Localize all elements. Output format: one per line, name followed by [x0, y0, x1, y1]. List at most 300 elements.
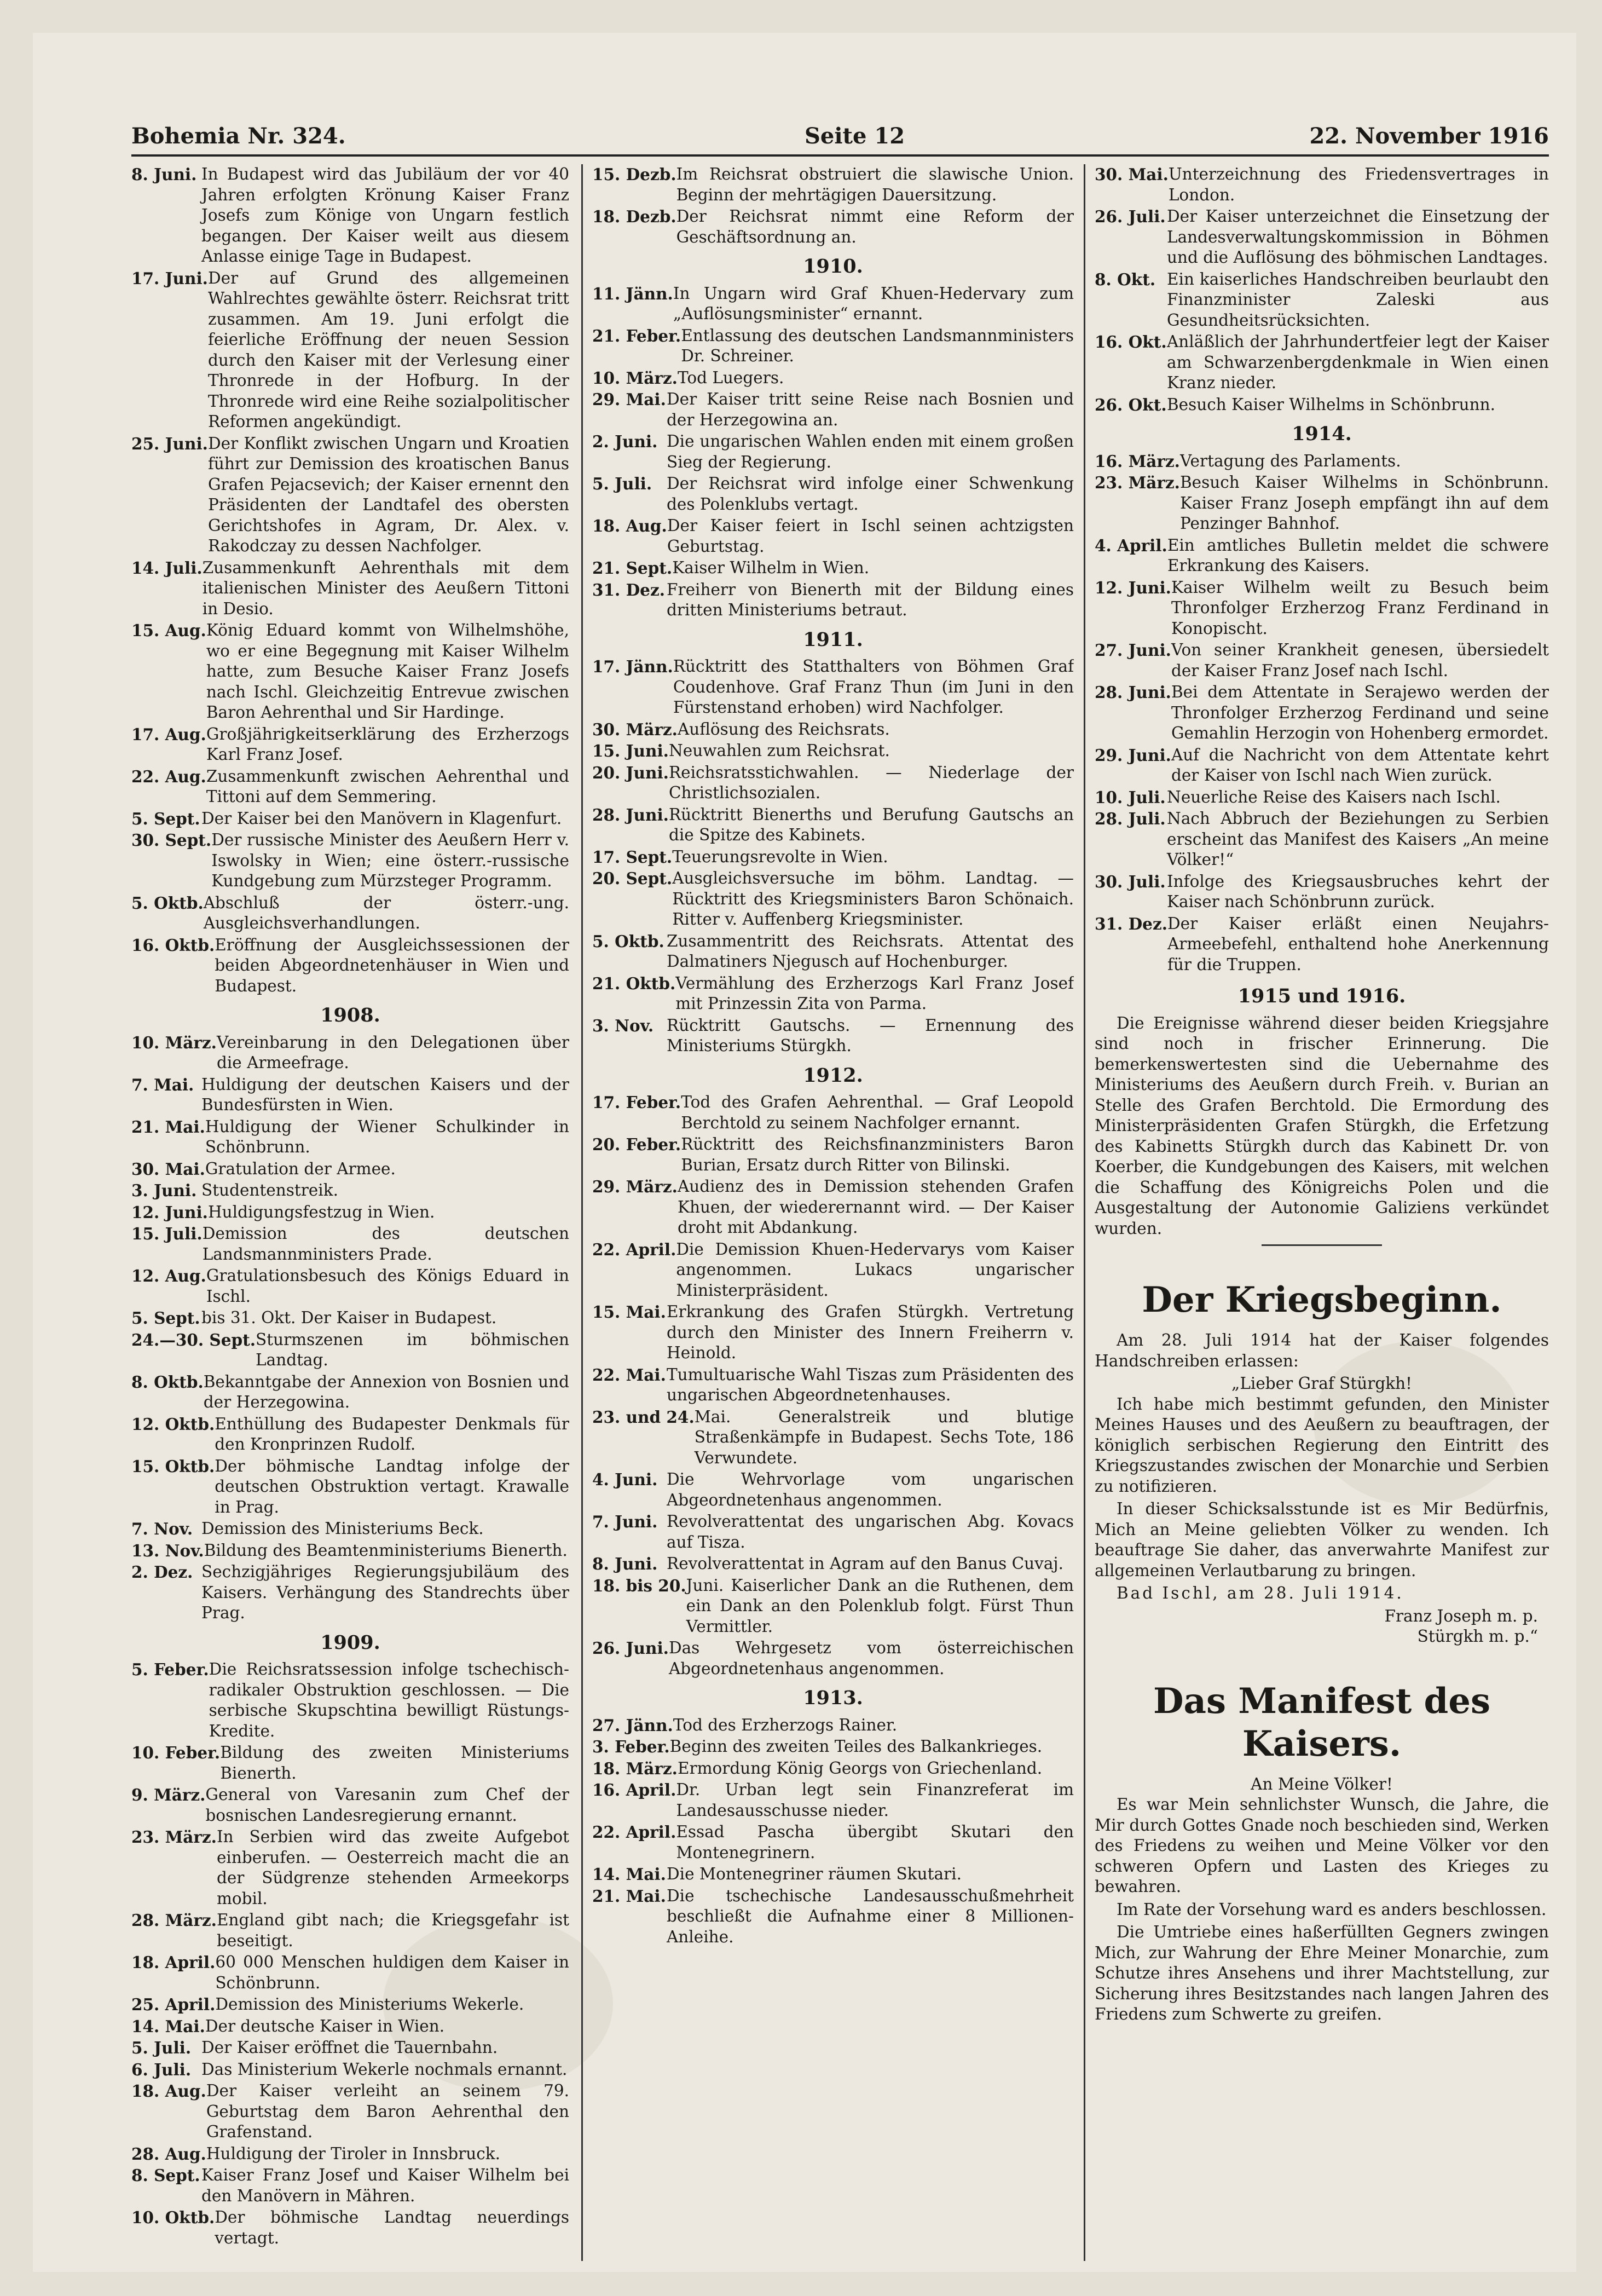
- chronicle-entry: [1095, 682, 1549, 744]
- entry-date: 30. März.: [592, 719, 678, 739]
- entry-date: 25. Juni.: [131, 434, 208, 453]
- chronicle-entry: [592, 763, 1074, 804]
- manifest-paragraph: Im Rate der Vorsehung ward es anders beschlossen.: [1117, 1900, 1547, 1919]
- entry-date: 15. Juli.: [131, 1224, 203, 1243]
- entry-text: Tod des Grafen Aehrenthal. — Graf Leopold Berchtold zu seinem Nachfolger ernannt.: [681, 1093, 1074, 1132]
- entry-date: 10. Juli.: [1095, 787, 1166, 807]
- entry-text: In Serbien wird das zweite Aufgebot einberufen. — Oesterreich macht die an der Südgrenze stehenden Armeekorps mobil.: [216, 1827, 569, 1908]
- entry-text: Tumultuarische Wahl Tiszas zum Präsidenten des ungarischen Abgeordnetenhauses.: [667, 1365, 1074, 1404]
- entry-text: Gratulation der Armee.: [205, 1159, 396, 1178]
- chronicle-entry: [592, 558, 1074, 579]
- entry-date: 25. April.: [131, 1995, 216, 2014]
- entry-text: Huldigung der Wiener Schulkinder in Schönbrunn.: [205, 1117, 569, 1156]
- entry-text: Die tschechische Landesausschußmehrheit beschließt die Aufnahme einer 8 Millionen-Anleihe.: [667, 1886, 1074, 1946]
- entry-date: 3. Feber.: [592, 1737, 670, 1756]
- chronicle-entry: [131, 2081, 569, 2143]
- chronicle-entry: [1095, 332, 1549, 394]
- entry-date: 29. Mai.: [592, 390, 666, 409]
- column-divider: [581, 164, 583, 2261]
- signature: Stürgkh m. p.“: [1417, 1627, 1538, 1646]
- chronicle-entry: [131, 2038, 569, 2058]
- entry-date: 14. Juli.: [131, 558, 203, 578]
- entry-text: Audienz des in Demission stehenden Grafen Khuen, der wiederernannt wird. — Der Kaiser droht mit Abdankung.: [677, 1177, 1074, 1237]
- chronicle-entry: [1095, 269, 1549, 331]
- entry-date: 13. Nov.: [131, 1541, 204, 1560]
- chronicle-entry: [131, 1372, 569, 1413]
- entry-date: 29. März.: [592, 1177, 678, 1196]
- entry-date: 26. Juni.: [592, 1639, 669, 1658]
- entry-text: Vermählung des Erzherzogs Karl Franz Josef mit Prinzessin Zita von Parma.: [675, 973, 1074, 1013]
- entry-text: Erkrankung des Grafen Stürgkh. Vertretung durch den Minister des Innern Freiherrn v. Heinold.: [667, 1302, 1074, 1362]
- chronicle-list: [1095, 451, 1549, 976]
- section-title: Der Kriegsbeginn.: [1142, 1279, 1502, 1320]
- chronicle-entry: [592, 1554, 1074, 1574]
- entry-date: 15. Dezb.: [592, 165, 676, 184]
- year-heading: 1909.: [320, 1631, 380, 1654]
- year-heading: 1915 und 1916.: [1237, 985, 1406, 1007]
- chronicle-entry: [1095, 535, 1549, 576]
- entry-text: Auflösung des Reichsrats.: [677, 719, 890, 739]
- chronicle-list: [592, 164, 1074, 247]
- intro-text: Am 28. Juli 1914 hat der Kaiser folgendes Handschreiben erlassen:: [1095, 1331, 1549, 1370]
- chronicle-entry: [131, 434, 569, 557]
- entry-date: 18. Aug.: [131, 2081, 206, 2101]
- entry-text: Nach Abbruch der Beziehungen zu Serbien erscheint das Manifest des Kaisers „An meine Völker!“: [1167, 809, 1549, 869]
- chronicle-list: [131, 1032, 569, 1624]
- entry-date: 21. Mai.: [131, 1117, 205, 1137]
- chronicle-entry: [592, 931, 1074, 972]
- entry-text: Der Reichsrat wird infolge einer Schwenkung des Polenklubs vertagt.: [667, 474, 1074, 514]
- chronicle-list: [131, 164, 569, 996]
- chronicle-entry: [592, 1176, 1074, 1238]
- chronicle-entry: [592, 389, 1074, 430]
- entry-date: 5. Juli.: [131, 2038, 192, 2057]
- entry-date: 2. Juni.: [592, 432, 658, 451]
- chronicle-entry: [131, 1827, 569, 1909]
- chronicle-entry: [592, 741, 1074, 762]
- chronicle-entry: [592, 368, 1074, 389]
- entry-text: Neuwahlen zum Reichsrat.: [668, 741, 890, 760]
- signature: Franz Joseph m. p.: [1384, 1606, 1538, 1625]
- chronicle-entry: [592, 1512, 1074, 1553]
- entry-text: Bekanntgabe der Annexion von Bosnien und der Herzegowina.: [203, 1372, 569, 1411]
- entry-text: 60 000 Menschen huldigen dem Kaiser in Schönbrunn.: [215, 1953, 569, 1992]
- chronicle-entry: [592, 1134, 1074, 1175]
- year-heading: 1908.: [320, 1004, 380, 1026]
- manifest-paragraph: Die Umtriebe eines haßerfüllten Gegners zwingen Mich, zur Wahrung der Ehre Meiner Monarchie, zum Schutze ihres Ansehens und ihrer Machtstellung, zur Sicherung ihres Besitzstandes nach langen Jahren des Friedens zum Schwerte zu greifen.: [1095, 1923, 1549, 2023]
- entry-text: Unterzeichnung des Friedensvertrages in London.: [1168, 165, 1549, 204]
- chronicle-entry: [592, 1638, 1074, 1679]
- entry-date: 17. Sept.: [592, 847, 673, 867]
- chronicle-entry: [592, 431, 1074, 472]
- entry-date: 22. Mai.: [592, 1365, 666, 1384]
- chronicle-entry: [131, 1180, 569, 1201]
- manifest-address: An Meine Völker!: [1251, 1774, 1393, 1793]
- entry-text: Der böhmische Landtag neuerdings vertagt.: [215, 2208, 569, 2247]
- entry-date: 12. Aug.: [131, 1266, 206, 1285]
- chronicle-entry: [131, 830, 569, 892]
- chronicle-entry: [131, 1910, 569, 1951]
- letter-place-date: Bad Ischl, am 28. Juli 1914.: [1117, 1584, 1404, 1602]
- chronicle-entry: [131, 164, 569, 267]
- chronicle-entry: [131, 1519, 569, 1539]
- entry-text: Der Reichsrat nimmt eine Reform der Geschäftsordnung an.: [676, 207, 1074, 246]
- entry-date: 5. Oktb.: [131, 893, 204, 913]
- chronicle-entry: [131, 1456, 569, 1518]
- entry-text: Juni. Kaiserlicher Dank an die Ruthenen, dem ein Dank an den Polenklub folgt. Fürst Thun Vermittler.: [686, 1576, 1074, 1636]
- entry-date: 30. Juli.: [1095, 872, 1166, 891]
- entry-date: 23. März.: [131, 1827, 217, 1847]
- entry-text: Kaiser Wilhelm in Wien.: [672, 558, 870, 577]
- entry-text: Anläßlich der Jahrhundertfeier legt der Kaiser am Schwarzenbergdenkmale in Wien einen Kranz nieder.: [1167, 332, 1549, 392]
- entry-date: 18. Dezb.: [592, 207, 676, 226]
- section-title: Das Manifest des Kaisers.: [1153, 1680, 1491, 1764]
- entry-text: Zusammenkunft Aehrenthals mit dem italienischen Minister des Aeußern Tittoni in Desio.: [202, 558, 569, 618]
- entry-text: Die Wehrvorlage vom ungarischen Abgeordnetenhaus angenommen.: [667, 1470, 1074, 1509]
- chronicle-entry: [1095, 451, 1549, 472]
- entry-text: Ein kaiserliches Handschreiben beurlaubt den Finanzminister Zaleski aus Gesundheitsrücksichten.: [1167, 269, 1549, 330]
- entry-text: Von seiner Krankheit genesen, übersiedelt der Kaiser Franz Josef nach Ischl.: [1171, 641, 1549, 680]
- entry-date: 21. Feber.: [592, 326, 681, 345]
- letter-salutation: „Lieber Graf Stürgkh!: [1231, 1374, 1412, 1393]
- chronicle-entry: [592, 1737, 1074, 1757]
- entry-text: Dr. Urban legt sein Finanzreferat im Landesausschusse nieder.: [676, 1780, 1074, 1820]
- chronicle-entry: [131, 1994, 569, 2015]
- chronicle-list: [592, 1715, 1074, 1948]
- entry-date: 23. und 24.: [592, 1407, 695, 1427]
- entry-text: Bildung des zweiten Ministeriums Bienerth.: [220, 1743, 569, 1782]
- entry-text: Das Wehrgesetz vom österreichischen Abgeordnetenhaus angenommen.: [668, 1639, 1074, 1678]
- chronicle-entry: [592, 1715, 1074, 1736]
- entry-text: Kaiser Franz Josef und Kaiser Wilhelm bei den Manövern in Mähren.: [201, 2166, 569, 2205]
- chronicle-entry: [131, 1330, 569, 1371]
- entry-date: 4. April.: [1095, 535, 1167, 555]
- column-2: [592, 164, 1074, 2261]
- entry-text: Der Kaiser bei den Manövern in Klagenfurt.: [201, 809, 562, 828]
- entry-date: 28. Aug.: [131, 2144, 206, 2164]
- chronicle-entry: [592, 1780, 1074, 1821]
- entry-date: 8. Oktb.: [131, 1372, 204, 1392]
- entry-text: Die ungarischen Wahlen enden mit einem großen Sieg der Regierung.: [667, 432, 1074, 471]
- entry-date: 10. Oktb.: [131, 2208, 215, 2227]
- entry-date: 27. Juni.: [1095, 641, 1171, 660]
- chronicle-list: [131, 1659, 569, 2248]
- chronicle-entry: [131, 1032, 569, 1074]
- entry-text: Zusammentritt des Reichsrats. Attentat des Dalmatiners Njegusch auf Hochenburger.: [667, 931, 1074, 971]
- entry-date: 7. Juni.: [592, 1512, 658, 1531]
- entry-date: 17. Juni.: [131, 268, 208, 288]
- chronicle-entry: [1095, 206, 1549, 268]
- column-3: [1095, 164, 1549, 2261]
- entry-date: 16. Okt.: [1095, 332, 1167, 351]
- entry-text: Ein amtliches Bulletin meldet die schwere Erkrankung des Kaisers.: [1167, 535, 1549, 575]
- entry-text: Das Ministerium Wekerle nochmals ernannt.: [201, 2060, 568, 2079]
- entry-date: 15. Aug.: [131, 621, 206, 640]
- entry-date: 20. Sept.: [592, 869, 673, 888]
- entry-text: Demission des Ministeriums Wekerle.: [215, 1995, 524, 2014]
- chronicle-entry: [131, 809, 569, 829]
- entry-text: Vertagung des Parlaments.: [1179, 451, 1401, 470]
- chronicle-entry: [131, 1743, 569, 1784]
- column-1: [131, 164, 569, 2261]
- entry-date: 5. Oktb.: [592, 931, 664, 951]
- entry-text: Der Kaiser feiert in Ischl seinen achtzigsten Geburtstag.: [667, 516, 1074, 556]
- entry-text: Eröffnung der Ausgleichssessionen der beiden Abgeordnetenhäuser in Wien und Budapest.: [215, 935, 569, 995]
- entry-date: 2. Dez.: [131, 1562, 193, 1582]
- entry-date: 29. Juni.: [1095, 745, 1171, 765]
- entry-text: Rücktritt des Statthalters von Böhmen Graf Coudenhove. Graf Franz Thun (im Juni in den Fürstenstand erhoben) wird Nachfolger.: [673, 657, 1074, 717]
- entry-date: 8. Juni.: [592, 1554, 658, 1573]
- entry-text: General von Varesanin zum Chef der bosnischen Landesregierung ernannt.: [205, 1785, 569, 1825]
- chronicle-entry: [592, 326, 1074, 367]
- entry-text: Essad Pascha übergibt Skutari den Montenegrinern.: [676, 1822, 1074, 1862]
- entry-date: 5. Juli.: [592, 474, 652, 493]
- entry-text: Huldigungsfestzug in Wien.: [207, 1202, 435, 1221]
- entry-text: Ermordung König Georgs von Griechenland.: [677, 1758, 1043, 1778]
- chronicle-entry: [131, 893, 569, 934]
- column-divider: [1084, 164, 1085, 2261]
- entry-date: 5. Sept.: [131, 809, 200, 828]
- chronicle-entry: [131, 2207, 569, 2248]
- year-heading: 1913.: [803, 1687, 863, 1709]
- chronicle-entry: [592, 1239, 1074, 1301]
- entry-text: Studentenstreik.: [201, 1181, 338, 1199]
- entry-date: 30. Sept.: [131, 830, 212, 850]
- entry-date: 14. Mai.: [592, 1865, 666, 1884]
- entry-text: Mai. Generalstreik und blutige Straßenkämpfe in Budapest. Sechs Tote, 186 Verwundete.: [694, 1407, 1074, 1467]
- entry-date: 21. Mai.: [592, 1886, 666, 1906]
- entry-text: Die Montenegriner räumen Skutari.: [667, 1865, 962, 1883]
- chronicle-entry: [1095, 809, 1549, 870]
- newspaper-issue: Bohemia Nr. 324.: [131, 123, 346, 149]
- entry-text: Sechzigjähriges Regierungsjubiläum des Kaisers. Verhängung des Standrechts über Prag.: [201, 1562, 569, 1622]
- chronicle-list: [1095, 164, 1549, 415]
- chronicle-entry: [131, 1659, 569, 1741]
- chronicle-entry: [592, 1016, 1074, 1057]
- entry-text: England gibt nach; die Kriegsgefahr ist beseitigt.: [216, 1911, 569, 1950]
- year-heading: 1912.: [803, 1064, 863, 1087]
- entry-date: 12. Juni.: [1095, 578, 1171, 597]
- entry-date: 16. April.: [592, 1780, 676, 1799]
- entry-text: Besuch Kaiser Wilhelms in Schönbrunn.: [1167, 395, 1496, 414]
- chronicle-list: [592, 284, 1074, 621]
- chronicle-entry: [592, 1758, 1074, 1779]
- entry-date: 8. Sept.: [131, 2166, 200, 2185]
- entry-text: Im Reichsrat obstruiert die slawische Union. Beginn der mehrtägigen Dauersitzung.: [676, 165, 1074, 204]
- entry-date: 11. Jänn.: [592, 284, 673, 303]
- entry-date: 21. Sept.: [592, 558, 673, 578]
- entry-date: 31. Dez.: [592, 580, 665, 599]
- chronicle-entry: [592, 474, 1074, 515]
- chronicle-entry: [131, 2165, 569, 2206]
- chronicle-entry: [592, 868, 1074, 930]
- chronicle-entry: [592, 1864, 1074, 1885]
- entry-text: Beginn des zweiten Teiles des Balkankrieges.: [669, 1737, 1043, 1756]
- entry-date: 17. Aug.: [131, 724, 206, 744]
- entry-text: Der Kaiser tritt seine Reise nach Bosnien und der Herzegowina an.: [667, 390, 1074, 429]
- chronicle-entry: [131, 1952, 569, 1993]
- entry-date: 16. März.: [1095, 451, 1180, 471]
- entry-date: 14. Mai.: [131, 2016, 205, 2036]
- entry-date: 20. Juni.: [592, 763, 669, 782]
- entry-text: Der Kaiser eröffnet die Tauernbahn.: [201, 2038, 498, 2057]
- entry-text: Der Kaiser verleiht an seinem 79. Geburtstag dem Baron Aehrenthal den Grafenstand.: [206, 2081, 569, 2141]
- entry-text: bis 31. Okt. Der Kaiser in Budapest.: [201, 1308, 497, 1327]
- entry-text: Der russische Minister des Aeußern Herr v. Iswolsky in Wien; eine österr.-russische Kundgebung zum Mürzsteger Programm.: [211, 830, 569, 890]
- entry-text: Die Demission Khuen-Hedervarys vom Kaiser angenommen. Lukacs ungarischer Ministerpräsident.: [676, 1239, 1074, 1300]
- issue-date: 22. November 1916: [1309, 123, 1549, 149]
- chronicle-entry: [131, 1541, 569, 1561]
- chronicle-entry: [592, 206, 1074, 247]
- chronicle-entry: [592, 656, 1074, 718]
- entry-date: 12. Juni.: [131, 1202, 208, 1222]
- chronicle-entry: [131, 935, 569, 997]
- chronicle-entry: [131, 1266, 569, 1307]
- entry-date: 30. Mai.: [1095, 165, 1169, 184]
- entry-text: Kaiser Wilhelm weilt zu Besuch beim Thronfolger Erzherzog Franz Ferdinand in Konopischt.: [1171, 578, 1549, 638]
- entry-date: 22. April.: [592, 1822, 676, 1842]
- entry-date: 3. Nov.: [592, 1016, 654, 1035]
- chronicle-entry: [131, 1075, 569, 1116]
- entry-date: 26. Juli.: [1095, 207, 1166, 226]
- chronicle-entry: [131, 2144, 569, 2165]
- entry-date: 7. Mai.: [131, 1075, 194, 1094]
- entry-text: Bei dem Attentate in Serajewo werden der Thronfolger Erzherzog Ferdinand und seine Gemahlin Herzogin von Hohenberg ermordet.: [1171, 683, 1549, 742]
- entry-text: König Eduard kommt von Wilhelmshöhe, wo er eine Begegnung mit Kaiser Wilhelm hatte, zum Besuche Kaiser Franz Josefs nach Ischl. Gleichzeitig Entrevue zwischen Baron Aehrenthal und Sir Hardinge.: [206, 621, 569, 722]
- entry-text: Sturmszenen im böhmischen Landtag.: [256, 1330, 569, 1369]
- chronicle-entry: [131, 1117, 569, 1158]
- entry-date: 28. März.: [131, 1911, 217, 1930]
- entry-date: 8. Juni.: [131, 165, 197, 184]
- entry-date: 10. Feber.: [131, 1743, 221, 1762]
- entry-text: In Budapest wird das Jubiläum der vor 40 Jahren erfolgten Krönung Kaiser Franz Josefs zum Könige von Ungarn festlich begangen. Der Kaiser weilt aus diesem Anlasse einige Tage in Budapest.: [201, 165, 569, 266]
- entry-date: 31. Dez.: [1095, 914, 1167, 933]
- entry-date: 5. Feber.: [131, 1660, 209, 1679]
- entry-date: 8. Okt.: [1095, 269, 1156, 289]
- chronicle-entry: [592, 284, 1074, 325]
- chronicle-entry: [131, 1308, 569, 1329]
- letter-paragraph: In dieser Schicksalsstunde ist es Mir Bedürfnis, Mich an Meine geliebten Völker zu wenden. Ich beauftrage Sie daher, das anverwahrte Manifest zur allgemeinen Verlautbarung zu bringen.: [1095, 1499, 1549, 1580]
- entry-text: Neuerliche Reise des Kaisers nach Ischl.: [1167, 787, 1501, 806]
- entry-text: Großjährigkeitserklärung des Erzherzogs Karl Franz Josef.: [206, 724, 569, 764]
- chronicle-entry: [131, 1202, 569, 1223]
- section-rule: [1262, 1244, 1382, 1246]
- entry-date: 4. Juni.: [592, 1470, 658, 1489]
- chronicle-list: [592, 656, 1074, 1057]
- chronicle-entry: [131, 1224, 569, 1265]
- chronicle-entry: [592, 973, 1074, 1014]
- entry-text: Der böhmische Landtag infolge der deutschen Obstruktion vertagt. Krawalle in Prag.: [215, 1456, 569, 1516]
- entry-text: Vereinbarung in den Delegationen über die Armeefrage.: [216, 1032, 569, 1072]
- entry-date: 17. Jänn.: [592, 657, 673, 676]
- chronicle-entry: [131, 2060, 569, 2080]
- chronicle-entry: [592, 805, 1074, 846]
- entry-date: 3. Juni.: [131, 1181, 197, 1200]
- chronicle-entry: [1095, 164, 1549, 205]
- entry-text: Entlassung des deutschen Landsmannministers Dr. Schreiner.: [681, 326, 1074, 365]
- entry-date: 12. Oktb.: [131, 1414, 215, 1434]
- page-header: [131, 118, 1549, 156]
- entry-text: Der Kaiser unterzeichnet die Einsetzung der Landesverwaltungskommission in Böhmen und die Auflösung des böhmischen Landtages.: [1167, 207, 1549, 267]
- entry-text: In Ungarn wird Graf Khuen-Hedervary zum „Auflösungsminister“ ernannt.: [673, 284, 1074, 323]
- chronicle-entry: [592, 516, 1074, 557]
- chronicle-entry: [131, 1562, 569, 1624]
- entry-date: 26. Okt.: [1095, 395, 1167, 414]
- entry-date: 18. April.: [131, 1953, 216, 1972]
- entry-date: 22. April.: [592, 1239, 676, 1259]
- entry-text: Enthüllung des Budapester Denkmals für den Kronprinzen Rudolf.: [215, 1414, 569, 1453]
- entry-text: Zusammenkunft zwischen Aehrenthal und Tittoni auf dem Semmering.: [206, 766, 569, 806]
- entry-text: Demission des deutschen Landsmannministers Prade.: [202, 1224, 569, 1264]
- chronicle-entry: [1095, 640, 1549, 681]
- entry-date: 27. Jänn.: [592, 1715, 673, 1735]
- year-heading: 1911.: [803, 628, 863, 651]
- entry-date: 18. Aug.: [592, 516, 667, 535]
- entry-date: 17. Feber.: [592, 1093, 681, 1112]
- chronicle-entry: [592, 1886, 1074, 1948]
- entry-text: Rücktritt Gautschs. — Ernennung des Ministeriums Stürgkh.: [667, 1016, 1074, 1055]
- entry-text: Der Konflikt zwischen Ungarn und Kroatien führt zur Demission des kroatischen Banus Grafen Pejacsevich; der Kaiser ernennt den Präsidenten der Landtafel des obersten Gerichtshofes in Agram, Dr. Alex. v. Rakodczay zu dessen Nachfolger.: [207, 434, 569, 555]
- entry-text: Revolverattentat des ungarischen Abg. Kovacs auf Tisza.: [667, 1512, 1074, 1551]
- entry-text: Demission des Ministeriums Beck.: [201, 1519, 484, 1538]
- entry-date: 18. März.: [592, 1758, 678, 1778]
- entry-text: Die Reichsratssession infolge tschechisch-radikaler Obstruktion geschlossen. — Die serbische Skupschtina bewilligt Rüstungs-Kredite.: [209, 1660, 569, 1740]
- entry-text: Revolverattentat in Agram auf den Banus Cuvaj.: [667, 1554, 1063, 1573]
- chronicle-entry: [131, 2016, 569, 2037]
- chronicle-entry: [592, 847, 1074, 868]
- chronicle-entry: [1095, 914, 1549, 976]
- entry-text: Der deutsche Kaiser in Wien.: [205, 2016, 445, 2035]
- entry-text: Gratulationsbesuch des Königs Eduard in Ischl.: [206, 1266, 569, 1306]
- entry-date: 6. Juli.: [131, 2060, 192, 2079]
- entry-date: 28. Juni.: [592, 805, 669, 824]
- entry-text: Teuerungsrevolte in Wien.: [672, 847, 888, 866]
- chronicle-entry: [131, 1414, 569, 1455]
- entry-text: Der Kaiser erläßt einen Neujahrs-Armeebefehl, enthaltend hohe Anerkennung für die Truppen.: [1167, 914, 1549, 974]
- chronicle-entry: [592, 1469, 1074, 1510]
- entry-text: Ausgleichsversuche im böhm. Landtag. — Rücktritt des Kriegsministers Baron Schönaich. Ritter v. Auffenberg Kriegsminister.: [672, 869, 1074, 928]
- entry-date: 30. Mai.: [131, 1159, 205, 1179]
- entry-text: Besuch Kaiser Wilhelms in Schönbrunn. Kaiser Franz Joseph empfängt ihn auf dem Penzinger Bahnhof.: [1179, 473, 1549, 533]
- chronicle-entry: [592, 719, 1074, 740]
- entry-date: 28. Juni.: [1095, 683, 1171, 702]
- entry-date: 16. Oktb.: [131, 935, 215, 955]
- manifest-paragraph: Es war Mein sehnlichster Wunsch, die Jahre, die Mir durch Gottes Gnade noch beschieden sind, Werken des Friedens zu weihen und Meine Völker vor den schweren Opfern und Lasten des Krieges zu bewahren.: [1095, 1795, 1549, 1896]
- entry-text: Huldigung der Tiroler in Innsbruck.: [206, 2144, 500, 2163]
- entry-date: 10. März.: [131, 1032, 217, 1052]
- year-heading: 1914.: [1292, 423, 1352, 445]
- entry-text: Freiherr von Bienerth mit der Bildung eines dritten Ministeriums betraut.: [667, 580, 1074, 619]
- header-rule: [131, 154, 1549, 157]
- chronicle-entry: [592, 1407, 1074, 1469]
- chronicle-entry: [592, 164, 1074, 205]
- entry-date: 10. März.: [592, 368, 678, 388]
- chronicle-entry: [1095, 395, 1549, 416]
- summary-paragraph: Die Ereignisse während dieser beiden Kriegsjahre sind noch in frischer Erinnerung. Die bemerkenswertesten sind die Uebernahme des Ministeriums des Aeußern durch Freih. v. Burian an Stelle des Grafen Berchtold. Die Ermordung des Ministerpräsidenten Grafen Stürgkh, die Erfetzung des Kabinetts Stürgkh durch das Kabinett Dr. von Koerber, die Kundgebungen des Kaisers, mit welchen die Schaffung des Königreichs Polen und die Ausgestaltung der Autonomie Galiziens verkündet wurden.: [1095, 1013, 1549, 1238]
- chronicle-entry: [131, 766, 569, 807]
- entry-date: 22. Aug.: [131, 766, 206, 786]
- entry-text: Abschluß der österr.-ung. Ausgleichsverhandlungen.: [203, 893, 569, 932]
- entry-text: Tod des Erzherzogs Rainer.: [673, 1715, 898, 1734]
- entry-date: 15. Mai.: [592, 1302, 666, 1322]
- chronicle-entry: [1095, 578, 1549, 639]
- letter-paragraph: Ich habe mich bestimmt gefunden, den Minister Meines Hauses und des Aeußern zu beauftragen, der königlich serbischen Regierung den Eintritt des Kriegszustandes zwischen der Monarchie und Serbien zu notifizieren.: [1095, 1394, 1549, 1496]
- year-heading: 1910.: [803, 255, 863, 278]
- entry-date: 21. Oktb.: [592, 973, 676, 993]
- entry-text: Infolge des Kriegsausbruches kehrt der Kaiser nach Schönbrunn zurück.: [1167, 872, 1549, 911]
- entry-text: Rücktritt des Reichsfinanzministers Baron Burian, Ersatz durch Ritter von Bilinski.: [681, 1135, 1074, 1174]
- chronicle-entry: [131, 724, 569, 765]
